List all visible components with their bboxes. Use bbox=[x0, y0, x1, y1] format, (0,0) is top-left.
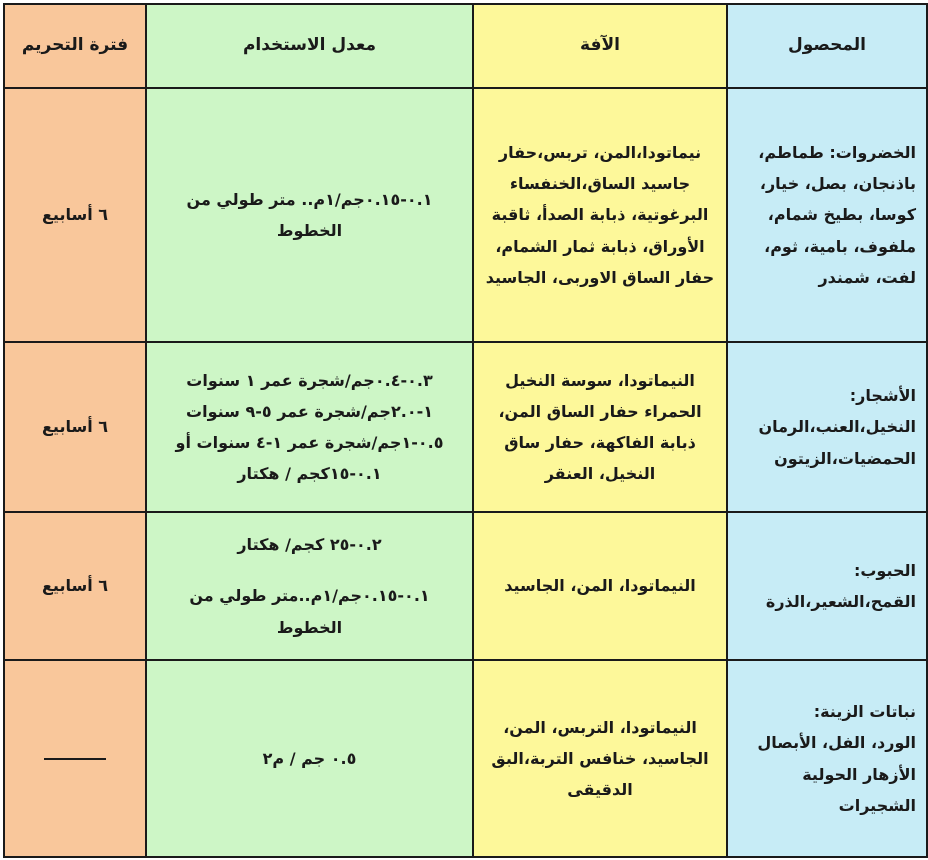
pest-text: النيماتودا، سوسة النخيل الحمراء حفار الساق المن، ذبابة الفاكهة، حفار ساق النخيل، العنقر bbox=[498, 370, 702, 484]
rate-cell bbox=[146, 512, 473, 660]
rate-cell bbox=[146, 342, 473, 512]
rate-line: ٠.٣-٠.٤جم/شجرة عمر ١ سنوات bbox=[186, 370, 433, 390]
pest-cell bbox=[473, 512, 727, 660]
empty-dash bbox=[44, 758, 106, 760]
crop-cell bbox=[727, 342, 927, 512]
pest-cell bbox=[473, 88, 727, 342]
table-row bbox=[4, 660, 927, 857]
header-rate: معدل الاستخدام bbox=[146, 4, 473, 88]
rate-line: ٠.٢-٢٥ كجم/ هكتار bbox=[237, 535, 382, 555]
header-crop: المحصول bbox=[727, 4, 927, 88]
crop-cell bbox=[727, 660, 927, 857]
rate-line: ٠.٥-١جم/شجرة عمر ١-٤ سنوات أو bbox=[175, 433, 444, 452]
rate-cell bbox=[146, 88, 473, 342]
pest-cell bbox=[473, 660, 727, 857]
crop-text: الخضروات: طماطم، باذنجان، بصل، خيار، كوسا، بطيخ شمام، ملفوف، بامية، ثوم، لفت، شمندر bbox=[758, 143, 916, 287]
table-row bbox=[4, 512, 927, 660]
pest-text: النيماتودا، التربس، المن، الجاسيد، خنافس التربة،البق الدقيقى bbox=[491, 717, 709, 800]
rate-line: ١-٢.٠جم/شجرة عمر ٥-٩ سنوات bbox=[186, 401, 433, 421]
rate-line: ٠.١-٠.١٥جم/١م..متر طولي من الخطوط bbox=[189, 586, 430, 637]
pest-cell bbox=[473, 342, 727, 512]
crop-text: الورد، الفل، الأبصال الأزهار الحولية الشجيرات bbox=[757, 733, 916, 815]
header-preharvest: فترة التحريم bbox=[4, 4, 146, 88]
pest-text: النيماتودا، المن، الجاسيد bbox=[504, 576, 696, 596]
preharvest-cell bbox=[4, 660, 146, 857]
rate-line: ٠.١-١٥كجم / هكتار bbox=[237, 464, 382, 484]
rate-text: ٠.١-٠.١٥جم/١م.. متر طولي من الخطوط bbox=[186, 189, 433, 240]
preharvest-cell bbox=[4, 88, 146, 342]
preharvest-cell bbox=[4, 342, 146, 512]
header-row bbox=[4, 4, 927, 88]
preharvest-cell bbox=[4, 512, 146, 660]
crop-text: القمح،الشعير،الذرة bbox=[765, 592, 916, 611]
crop-text: النخيل،العنب،الرمان الحمضيات،الزيتون bbox=[758, 417, 916, 468]
crop-category-title: الأشجار: bbox=[849, 386, 916, 406]
table-row bbox=[4, 88, 927, 342]
preharvest-text: ٦ أسابيع bbox=[41, 205, 109, 225]
pesticide-usage-table bbox=[3, 3, 928, 858]
crop-category-title: نباتات الزينة: bbox=[813, 702, 916, 722]
preharvest-text: ٦ أسابيع bbox=[41, 576, 109, 596]
pest-text: نيماتودا،المن، تربس،حفار جاسيد الساق،الخنفساء البرغوتية، ذبابة الصدأ، ثاقبة الأوراق، ذبابة ثمار الشمام، حفار الساق الاوربى، الجاسيد bbox=[485, 143, 715, 287]
table-row bbox=[4, 342, 927, 512]
preharvest-text: ٦ أسابيع bbox=[41, 417, 109, 437]
rate-text: ٠.٥ جم / م٢ bbox=[262, 748, 357, 768]
header-pest: الآفة bbox=[473, 4, 727, 88]
rate-spacer bbox=[157, 560, 462, 580]
rate-cell bbox=[146, 660, 473, 857]
crop-cell bbox=[727, 512, 927, 660]
crop-cell bbox=[727, 88, 927, 342]
crop-category-title: الحبوب: bbox=[853, 560, 916, 580]
